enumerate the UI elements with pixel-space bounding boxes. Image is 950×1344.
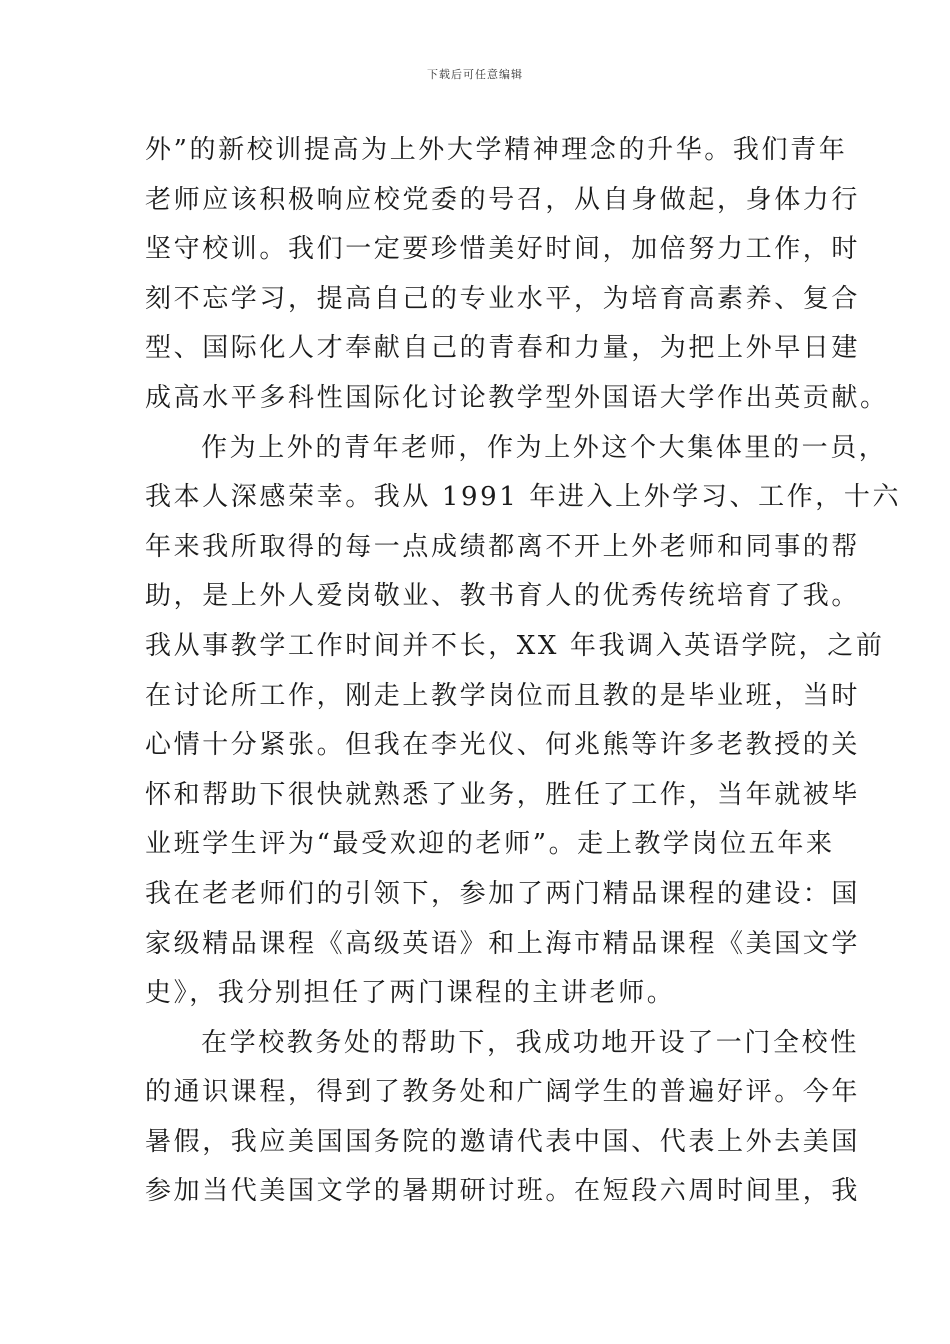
text-line: 老师应该积极响应校党委的号召，从自身做起，身体力行: [145, 184, 861, 215]
text-line: 在学校教务处的帮助下，我成功地开设了一门全校性: [201, 1027, 859, 1058]
page-header: 下载后可任意编辑: [427, 68, 523, 81]
paragraph: [145, 1019, 861, 1217]
text-line: 家级精品课程《高级英语》和上海市精品课程《美国文学: [145, 928, 861, 959]
text-line: 怀和帮助下很快就熟悉了业务，胜任了工作，当年就被毕: [145, 779, 861, 810]
text-line: 外”的新校训提高为上外大学精神理念的升华。我们青年: [145, 135, 848, 165]
text-line: 在讨论所工作，刚走上教学岗位而且教的是毕业班，当时: [145, 680, 861, 711]
document-body: [145, 126, 902, 1217]
text-line: 坚守校训。我们一定要珍惜美好时间，加倍努力工作，时: [145, 234, 861, 265]
text-line: 刻不忘学习，提高自己的专业水平，为培育高素养、复合: [145, 283, 861, 314]
paragraph: [145, 126, 889, 424]
text-line: 暑假，我应美国国务院的邀请代表中国、代表上外去美国: [145, 1126, 861, 1157]
text-line: 我本人深感荣幸。我从 1991 年进入上外学习、工作，十六: [145, 482, 902, 513]
text-line: 心情十分紧张。但我在李光仪、何兆熊等许多老教授的关: [145, 730, 861, 761]
text-line: 成高水平多科性国际化讨论教学型外国语大学作出英贡献。: [145, 382, 889, 413]
text-line: 型、国际化人才奉献自己的青春和力量，为把上外早日建: [145, 333, 861, 364]
text-line: 年来我所取得的每一点成绩都离不开上外老师和同事的帮: [145, 531, 861, 562]
text-line: 我从事教学工作时间并不长，XX 年我调入英语学院，之前: [145, 630, 885, 661]
text-line: 我在老老师们的引领下，参加了两门精品课程的建设：国: [145, 878, 861, 909]
text-line: 的通识课程，得到了教务处和广阔学生的普遍好评。今年: [145, 1077, 861, 1108]
text-line: 助，是上外人爱岗敬业、教书育人的优秀传统培育了我。: [145, 581, 861, 612]
text-line: 作为上外的青年老师，作为上外这个大集体里的一员，: [201, 432, 888, 463]
text-line: 史》，我分别担任了两门课程的主讲老师。: [145, 978, 676, 1009]
paragraph: [145, 424, 902, 1019]
text-line: 业班学生评为“最受欢迎的老师”。走上教学岗位五年来: [145, 829, 835, 860]
text-line: 参加当代美国文学的暑期研讨班。在短段六周时间里，我: [145, 1176, 861, 1207]
